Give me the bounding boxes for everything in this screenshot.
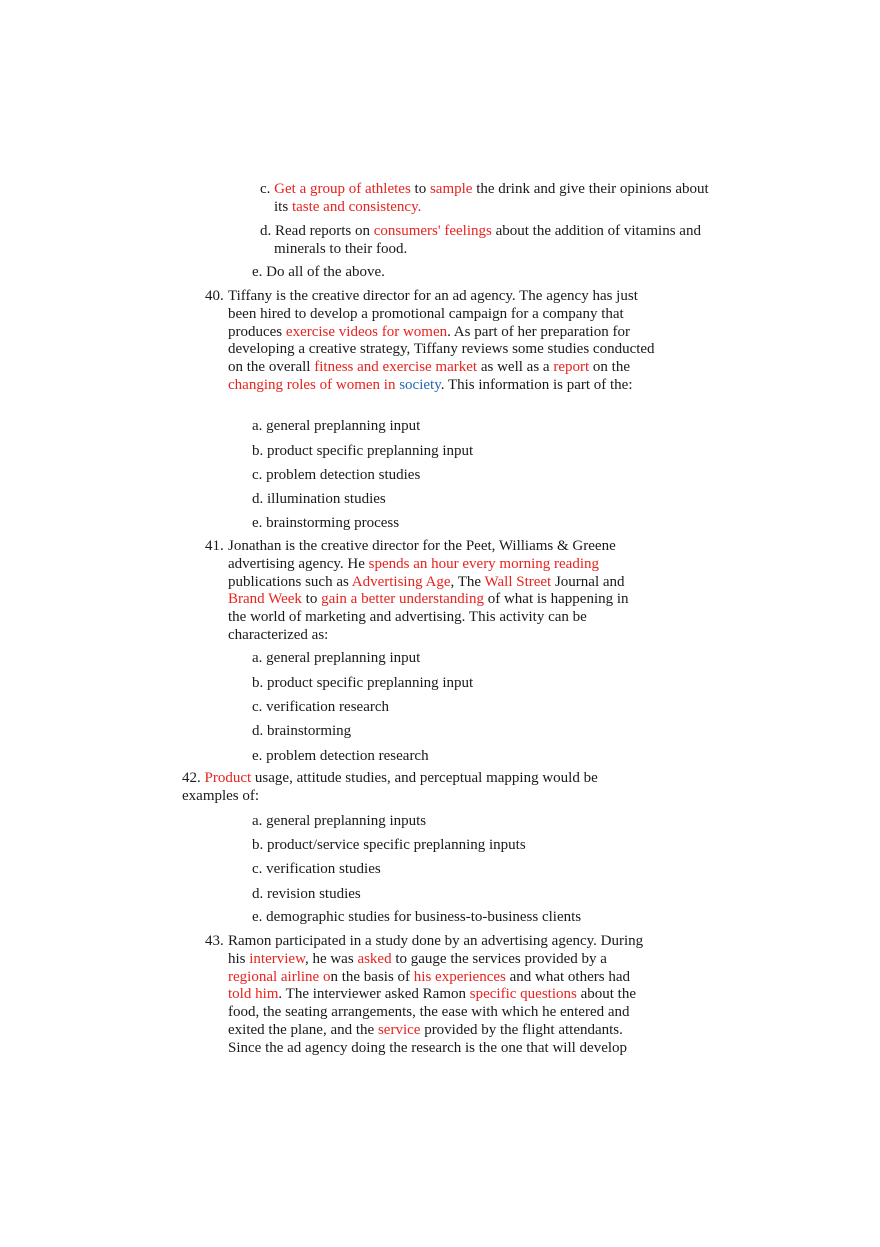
q40-option-c: c. problem detection studies xyxy=(252,467,421,483)
question-text: Tiffany is the creative director for an ad agency. The agency has just been hired to develop a promotional campaign for a company that produces exercise videos for women. As part of her preparation for developing a creative strategy, Tiffany reviews some studies conducted on the overall fitness and exercise market as well as a report on the changing roles of women in society. This information is part of the: xyxy=(228,288,655,393)
highlight: taste and consistency. xyxy=(291,198,422,215)
question-text: Ramon participated in a study done by an advertising agency. During his interview, he was asked to gauge the services provided by a regional airline on the basis of his experiences and what others had told him. The interviewer asked Ramon specific questions about the food, the seating arrangements, the ease with which he entered and exited the plane, and the service provided by the flight attendants. Since the ad agency doing the research is the one that will develop xyxy=(228,933,644,1056)
highlight: Get a group of athletes xyxy=(274,181,411,197)
q41-option-e: e. problem detection research xyxy=(252,748,429,764)
q42-option-d: d. revision studies xyxy=(252,886,361,902)
question-number: 41. xyxy=(205,538,224,554)
q40-option-b: b. product specific preplanning input xyxy=(252,443,474,459)
q39-option-e: e. Do all of the above. xyxy=(252,264,385,280)
q41-option-d: d. brainstorming xyxy=(252,723,352,739)
q39-option-d: d. Read reports on consumers' feelings about the addition of vitamins and minerals to their food. xyxy=(260,223,701,257)
q41-option-a: a. general preplanning input xyxy=(252,650,421,666)
question-42: 42. Product usage, attitude studies, and perceptual mapping would be examples of: xyxy=(182,770,598,804)
highlight: consumers' feelings xyxy=(373,223,492,239)
question-number: 40. xyxy=(205,288,224,304)
q42-option-a: a. general preplanning inputs xyxy=(252,813,427,829)
question-number: 42. xyxy=(182,770,201,786)
q40-option-d: d. illumination studies xyxy=(252,491,386,507)
q39-option-c: c. Get a group of athletes to sample the drink and give their opinions about its taste and consistency. xyxy=(260,181,709,215)
question-text: Jonathan is the creative director for the Peet, Williams & Greene advertising agency. He spends an hour every morning reading publications such as Advertising Age, The Wall Street Journal and Brand Week to gain a better understanding of what is happening in the world of marketing and advertising. This activity can be characterized as: xyxy=(228,538,629,643)
q40-option-a: a. general preplanning input xyxy=(252,418,421,434)
q41-option-c: c. verification research xyxy=(252,699,390,715)
question-number: 43. xyxy=(205,933,224,949)
q42-option-e: e. demographic studies for business-to-business clients xyxy=(252,909,582,925)
q41-option-b: b. product specific preplanning input xyxy=(252,675,474,691)
q42-option-b: b. product/service specific preplanning inputs xyxy=(252,837,526,853)
q40-option-e: e. brainstorming process xyxy=(252,515,400,531)
highlight: sample xyxy=(429,181,473,197)
q42-option-c: c. verification studies xyxy=(252,861,381,877)
